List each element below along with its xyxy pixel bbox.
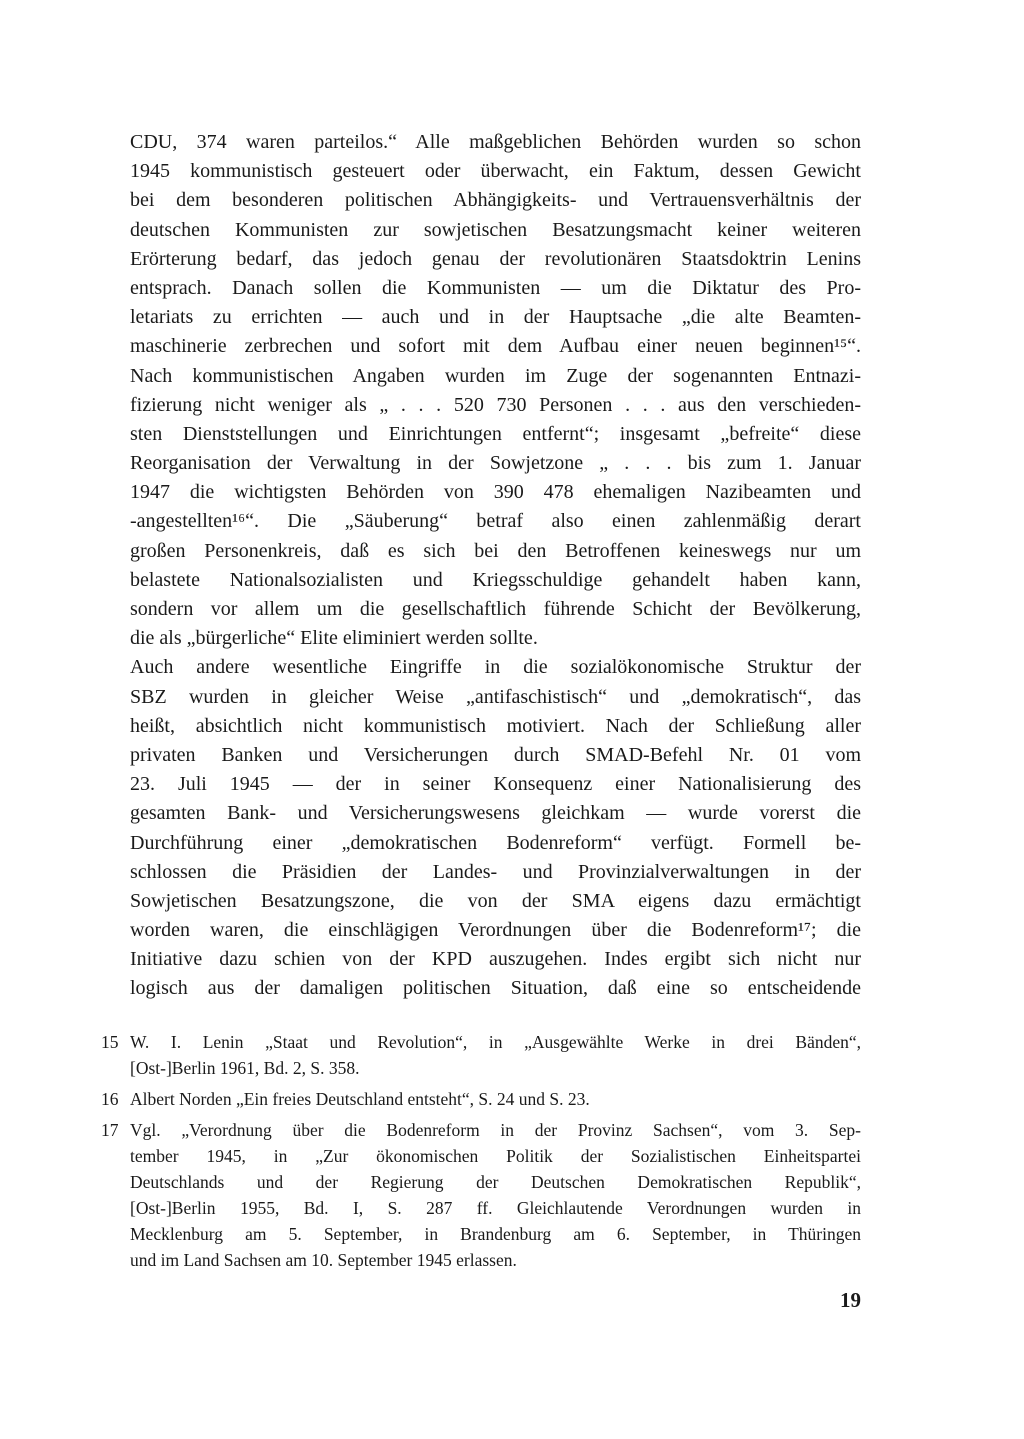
text-line: worden waren, die einschlägigen Verordnungen über die Bodenreform¹⁷; die: [130, 919, 861, 942]
text-line: Erörterung bedarf, das jedoch genau der revolutionären Staatsdoktrin Lenins: [130, 247, 861, 270]
text-line: logisch aus der damaligen politischen Situation, daß eine so entscheidende: [130, 977, 861, 1000]
text-line: großen Personenkreis, daß es sich bei den Betroffenen keineswegs nur um: [130, 539, 861, 562]
text-line: Reorganisation der Verwaltung in der Sowjetzone „ . . . bis zum 1. Januar: [130, 452, 861, 475]
text-line: SBZ wurden in gleicher Weise „antifaschistisch“ und „demokratisch“, das: [130, 685, 861, 708]
text-line: Auch andere wesentliche Eingriffe in die sozialökonomische Struktur der: [130, 656, 861, 679]
footnote-15: [101, 1029, 861, 1081]
footnotes: [101, 1029, 861, 1278]
text-line: sten Dienststellungen und Einrichtungen entfernt“; insgesamt „befreite“ diese: [130, 422, 861, 445]
footnote-line: und im Land Sachsen am 10. September 1945 erlassen.: [130, 1250, 517, 1270]
text-line: bei dem besonderen politischen Abhängigkeits- und Vertrauensverhältnis der: [130, 189, 861, 212]
footnote-line: tember 1945, in „Zur ökonomischen Politik der Sozialistischen Einheitspartei: [130, 1146, 861, 1166]
text-line: Sowjetischen Besatzungszone, die von der SMA eigens dazu ermächtigt: [130, 889, 861, 912]
footnote-number: 16: [101, 1089, 119, 1109]
footnote-line: Mecklenburg am 5. September, in Brandenburg am 6. September, in Thüringen: [130, 1224, 861, 1244]
text-line: heißt, absichtlich nicht kommunistisch motiviert. Nach der Schließung aller: [130, 714, 861, 737]
text-line: 1945 kommunistisch gesteuert oder überwacht, ein Faktum, dessen Gewicht: [130, 160, 861, 183]
footnote-line: W. I. Lenin „Staat und Revolution“, in „Ausgewählte Werke in drei Bänden“,: [130, 1032, 861, 1052]
text-line: -angestellten¹⁶“. Die „Säuberung“ betraf also einen zahlenmäßig derart: [130, 510, 861, 533]
footnote-number: 17: [101, 1120, 119, 1140]
footnote-line: Albert Norden „Ein freies Deutschland entsteht“, S. 24 und S. 23.: [130, 1089, 590, 1109]
footnote-16: [101, 1086, 861, 1112]
text-line: Initiative dazu schien von der KPD auszugehen. Indes ergibt sich nicht nur: [130, 948, 861, 971]
text-line: entsprach. Danach sollen die Kommunisten — um die Diktatur des Pro-: [130, 276, 861, 299]
page-number: 19: [840, 1288, 861, 1312]
text-line: schlossen die Präsidien der Landes- und Provinzialverwaltungen in der: [130, 860, 861, 883]
text-line: letariats zu errichten — auch und in der Hauptsache „die alte Beamten-: [130, 306, 861, 329]
text-line: Durchführung einer „demokratischen Bodenreform“ verfügt. Formell be-: [130, 831, 861, 854]
footnote-line: [Ost-]Berlin 1961, Bd. 2, S. 358.: [130, 1058, 360, 1078]
footnote-line: Deutschlands und der Regierung der Deutschen Demokratischen Republik“,: [130, 1172, 861, 1192]
footnote-line: [Ost-]Berlin 1955, Bd. I, S. 287 ff. Gleichlautende Verordnungen wurden in: [130, 1198, 861, 1218]
text-line: Nach kommunistischen Angaben wurden im Zuge der sogenannten Entnazi-: [130, 364, 861, 387]
text-line: belastete Nationalsozialisten und Kriegsschuldige gehandelt haben kann,: [130, 568, 861, 591]
footnote-line: Vgl. „Verordnung über die Bodenreform in der Provinz Sachsen“, vom 3. Sep-: [130, 1120, 861, 1140]
main-text-block: [130, 128, 861, 1004]
footnote-number: 15: [101, 1032, 119, 1052]
text-line: sondern vor allem um die gesellschaftlich führende Schicht der Bevölkerung,: [130, 598, 861, 620]
text-line: 23. Juli 1945 — der in seiner Konsequenz einer Nationalisierung des: [130, 773, 861, 796]
text-line: CDU, 374 waren parteilos.“ Alle maßgeblichen Behörden wurden so schon: [130, 131, 861, 153]
text-line: gesamten Bank- und Versicherungswesens gleichkam — wurde vorerst die: [130, 802, 861, 825]
footnote-17: [101, 1117, 861, 1273]
text-line: deutschen Kommunisten zur sowjetischen Besatzungsmacht keiner weiteren: [130, 218, 861, 241]
text-line: die als „bürgerliche“ Elite eliminiert werden sollte.: [130, 627, 538, 650]
text-line: privaten Banken und Versicherungen durch SMAD-Befehl Nr. 01 vom: [130, 743, 861, 766]
text-line: fizierung nicht weniger als „ . . . 520 730 Personen . . . aus den verschieden-: [130, 393, 861, 416]
text-line: 1947 die wichtigsten Behörden von 390 478 ehemaligen Nazibeamten und: [130, 481, 861, 504]
text-line: maschinerie zerbrechen und sofort mit dem Aufbau einer neuen beginnen¹⁵“.: [130, 335, 861, 358]
